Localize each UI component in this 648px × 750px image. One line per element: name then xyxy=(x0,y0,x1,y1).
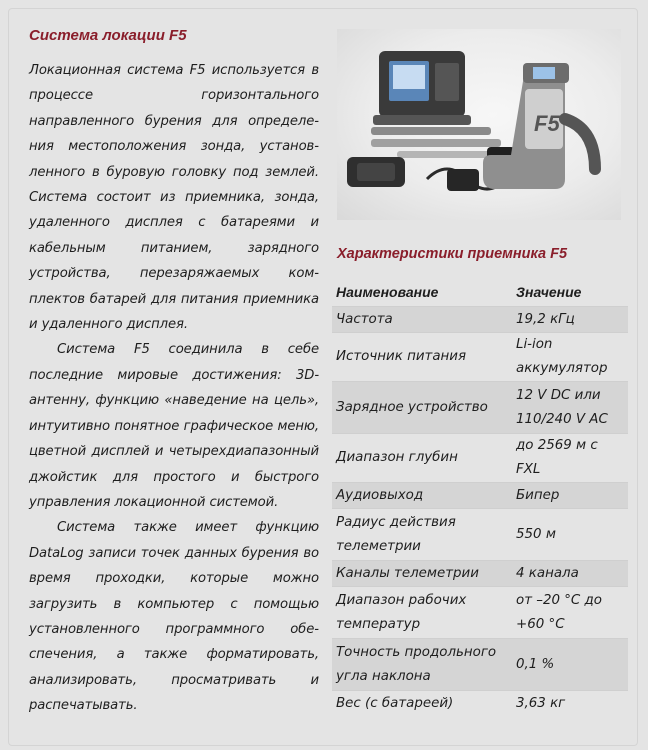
spec-value-cell: 550 м xyxy=(512,509,628,561)
spec-name-cell: Точность продольного угла наклона xyxy=(332,639,512,691)
receiver-label: F5 xyxy=(534,111,560,136)
spec-name-cell: Каналы телеметрии xyxy=(332,561,512,587)
spec-name-cell: Диапазон рабочих температур xyxy=(332,587,512,639)
spec-value-cell: до 2569 м с FXL xyxy=(512,434,628,483)
table-row xyxy=(332,333,628,382)
spec-value-cell: Li-ion аккумулятор xyxy=(512,333,628,382)
description-paragraph-3: Система также имеет функцию DataLog записи точек данных бурения во время проходки, которые можно загрузить в компьютер с помощью установленного программного обеспечения, а также форматировать, анализировать, просматривать и распечатывать. xyxy=(29,520,319,714)
description-column xyxy=(29,20,319,719)
table-row xyxy=(332,434,628,483)
table-row xyxy=(332,587,628,639)
table-row xyxy=(332,639,628,691)
spec-name-cell: Радиус действия телеметрии xyxy=(332,509,512,561)
spec-name-cell: Частота xyxy=(332,307,512,333)
specs-header-name: Наименование xyxy=(336,284,439,300)
product-photo xyxy=(337,29,621,220)
spec-name-cell: Вес (с батареей) xyxy=(332,691,512,717)
spec-value-cell: от –20 °С до +60 °С xyxy=(512,587,628,639)
section-title: Система локации F5 xyxy=(29,27,187,44)
spec-name-cell: Зарядное устройство xyxy=(332,382,512,434)
spec-value-cell: 12 V DC или 110/240 V AC xyxy=(512,382,628,434)
spec-value-cell: 19,2 кГц xyxy=(512,307,628,333)
spec-name-cell: Аудиовыход xyxy=(332,483,512,509)
description-paragraph-2: Система F5 соединила в себе последние мировые достижения: 3D-антенну, функцию «наведение на цель», интуитивно понятное графическое меню, цветной дисплей и четырехдиапазонный джойстик для простого и быстрого управления локационной системой. xyxy=(29,342,319,510)
spec-value-cell: 0,1 % xyxy=(512,639,628,691)
table-row xyxy=(332,307,628,333)
specs-title: Характеристики приемника F5 xyxy=(337,246,568,262)
spec-value-cell: 4 канала xyxy=(512,561,628,587)
description-paragraph-1: Локационная система F5 используется в процессе горизонтального направленного бурения для определения местоположения зонда, установленного в буровую головку под землей. Система состоит из приемника, зонда, удаленного дисплея с батареями и кабельным питанием, зарядного устройства, перезаряжаемых комплектов батарей для питания приемника и удаленного дисплея. xyxy=(29,63,319,333)
table-row xyxy=(332,483,628,509)
table-row xyxy=(332,561,628,587)
spec-value-cell: Бипер xyxy=(512,483,628,509)
table-row xyxy=(332,382,628,434)
specs-table xyxy=(332,278,628,717)
spec-name-cell: Диапазон глубин xyxy=(332,434,512,483)
specs-header-row xyxy=(332,278,628,307)
table-row xyxy=(332,509,628,561)
spec-name-cell: Источник питания xyxy=(332,333,512,382)
spec-value-cell: 3,63 кг xyxy=(512,691,628,717)
product-photo-illustration xyxy=(337,29,621,220)
specs-header-value: Значение xyxy=(516,284,582,300)
table-row xyxy=(332,691,628,717)
